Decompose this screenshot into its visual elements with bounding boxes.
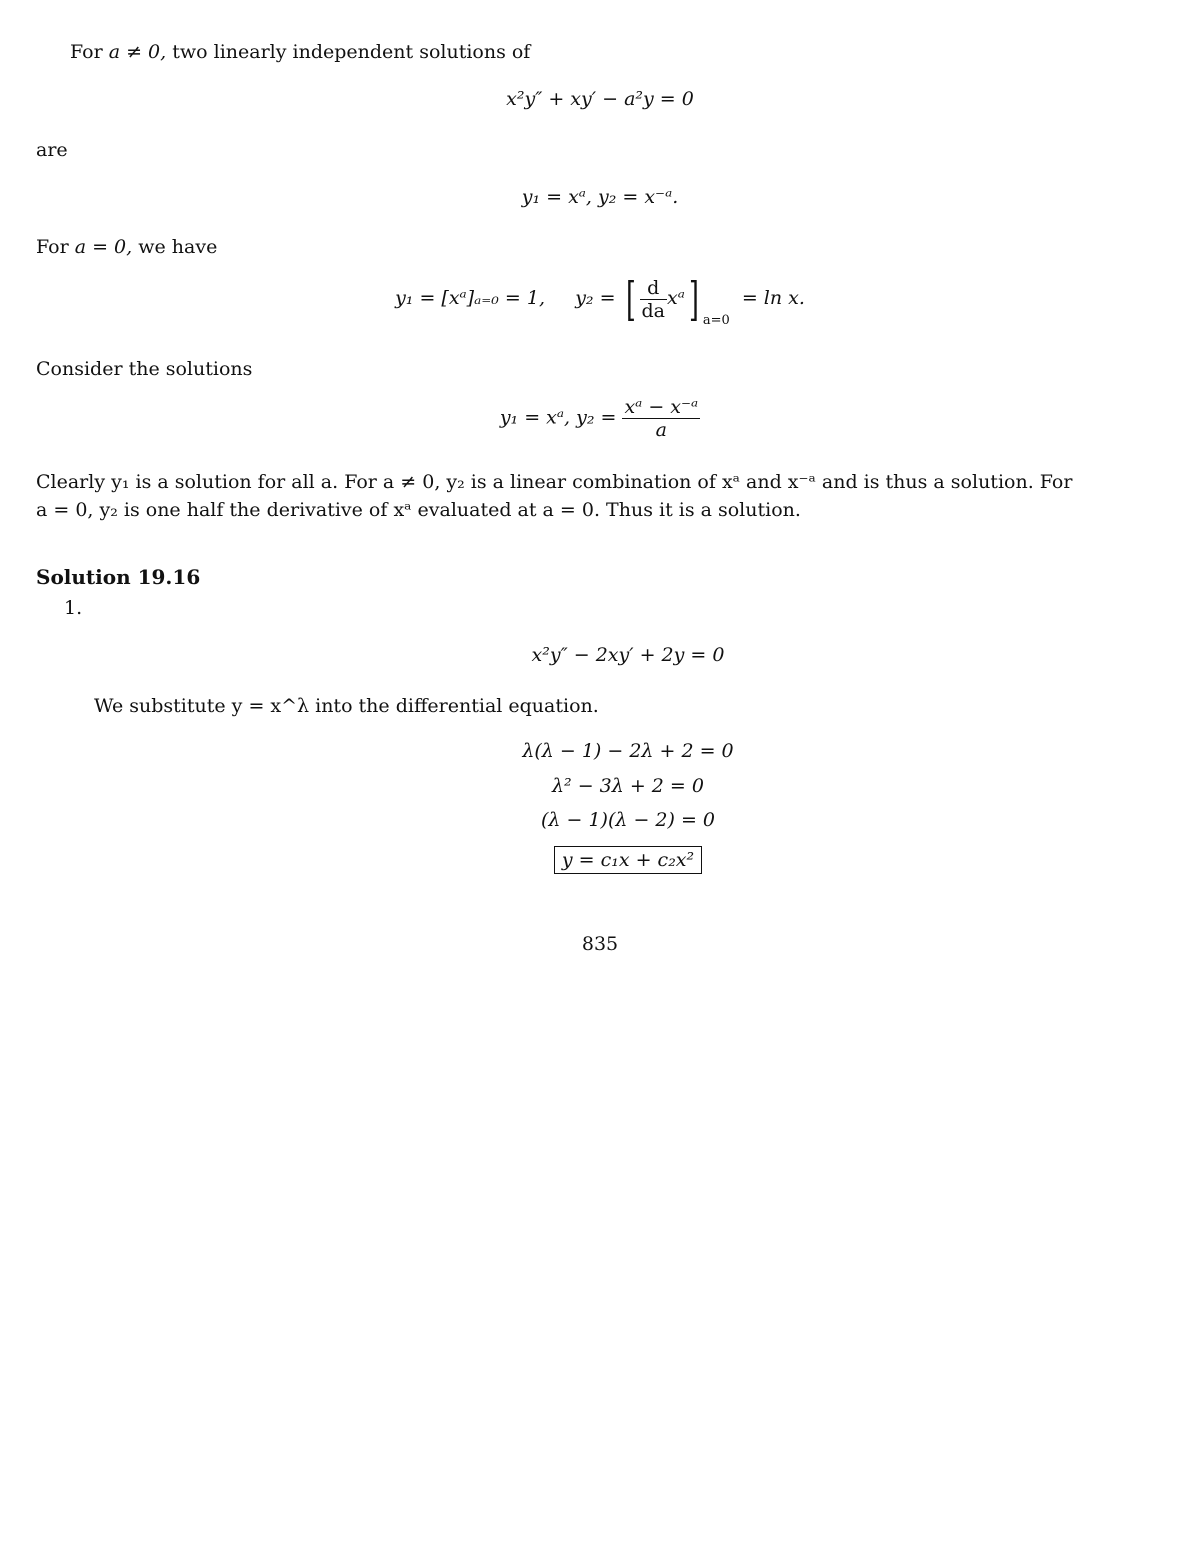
case-zero-tail: we have	[138, 236, 218, 258]
derivative-denominator: da	[641, 299, 666, 322]
answer-text: y = c₁x + c₂x²	[561, 849, 695, 871]
consider-fraction-denominator: a	[655, 419, 667, 441]
item-number: 1.	[64, 597, 83, 619]
intro-line	[70, 38, 1200, 66]
intro-condition: a ≠ 0,	[108, 41, 167, 63]
substitute-text: We substitute y = x^λ into the differential equation.	[94, 695, 599, 717]
answer-box	[554, 846, 702, 874]
right-bracket: ]	[688, 272, 699, 326]
equation-consider-lead: y₁ = xᵃ, y₂ =	[499, 406, 617, 429]
page-number: 835	[581, 933, 619, 955]
equation-main-text: x²y″ − 2xy′ + 2y = 0	[531, 644, 725, 666]
case-zero-condition: a = 0,	[74, 236, 133, 258]
solution-heading: Solution 19.16	[36, 565, 201, 589]
step-1	[0, 740, 1200, 762]
equation-euler	[0, 88, 1200, 110]
derivative-body: xᵃ	[667, 287, 685, 309]
case-zero-line	[36, 233, 1176, 261]
consider-text: Consider the solutions	[36, 358, 253, 380]
equation-consider	[0, 396, 1200, 441]
step-2	[0, 775, 1200, 797]
derivative-numerator: d	[640, 277, 668, 300]
step-2-text: λ² − 3λ + 2 = 0	[552, 775, 704, 797]
equation-solutions-text: y₁ = xᵃ, y₂ = x⁻ᵃ.	[521, 186, 679, 208]
equation-solutions	[0, 186, 1200, 208]
equation-case-zero	[0, 272, 1200, 328]
intro-lead: For	[70, 41, 103, 63]
intro-tail: two linearly independent solutions of	[172, 41, 531, 63]
equation-y2-lead: y₂ =	[575, 287, 616, 309]
left-bracket: [	[625, 272, 636, 326]
explanation-line-1: Clearly y₁ is a solution for all a. For a ≠ 0, y₂ is a linear combination of xᵃ and x⁻ᵃ and is thus a solution. For	[36, 471, 1073, 493]
are-text: are	[36, 139, 68, 161]
consider-fraction-numerator: xᵃ − x⁻ᵃ	[624, 396, 699, 418]
equation-euler-text: x²y″ + xy′ − a²y = 0	[506, 88, 694, 110]
explanation-paragraph	[36, 468, 1171, 524]
equation-y1-limit: y₁ = [xᵃ]ₐ₌₀ = 1,	[395, 287, 545, 309]
case-zero-lead: For	[36, 236, 69, 258]
step-3	[0, 809, 1200, 831]
equation-main	[0, 644, 1200, 666]
consider-fraction	[622, 396, 700, 441]
explanation-line-2: a = 0, y₂ is one half the derivative of xᵃ evaluated at a = 0. Thus it is a solution.	[36, 499, 801, 521]
step-3-text: (λ − 1)(λ − 2) = 0	[541, 809, 715, 831]
bracket-subscript: a=0	[702, 313, 730, 328]
derivative-fraction	[640, 277, 668, 322]
step-1-text: λ(λ − 1) − 2λ + 2 = 0	[522, 740, 734, 762]
boxed-answer	[0, 846, 1200, 874]
equation-y2-tail: = ln x.	[741, 287, 805, 309]
